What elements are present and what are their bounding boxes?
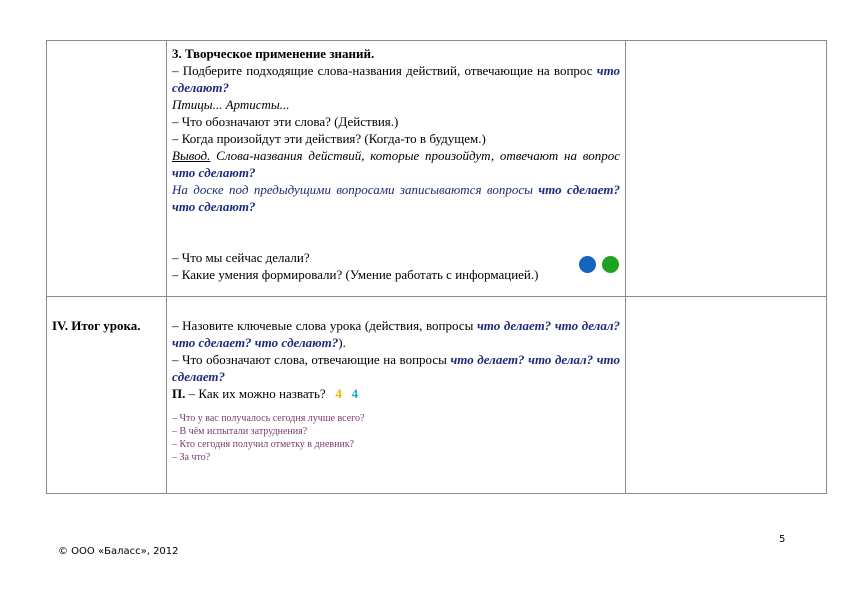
green-marker-icon bbox=[602, 256, 619, 273]
score-yellow: 4 bbox=[335, 386, 342, 401]
section3-cell bbox=[172, 45, 620, 283]
reflection-item: – Кто сегодня получил отметку в дневник? bbox=[172, 439, 355, 450]
section3-line5: – Что мы сейчас делали? bbox=[172, 250, 310, 265]
section4-cell bbox=[172, 317, 620, 464]
section3-line3: – Что обозначают эти слова? (Действия.) bbox=[172, 114, 399, 129]
section3-title: 3. Творческое применение знаний. bbox=[172, 46, 375, 61]
score-cyan: 4 bbox=[351, 386, 359, 401]
table-border-right bbox=[826, 40, 827, 494]
section3-conclusion: Вывод. Слова-названия действий, которые произойдут, отвечают на вопрос что сделают? bbox=[172, 148, 620, 180]
reflection-item: – В чём испытали затруднения? bbox=[172, 426, 308, 437]
page-number: 5 bbox=[779, 534, 786, 545]
section3-line1: – Подберите подходящие слова-названия действий, отвечающие на вопрос что сделают? bbox=[172, 63, 621, 95]
section4-paragraph1: – Назовите ключевые слова урока (действия, вопросы что делает? что делал? что сделает? что сделают?). bbox=[172, 318, 620, 350]
section3-line6: – Какие умения формировали? (Умение работать с информацией.) bbox=[172, 267, 539, 282]
question-what-will-they-do: что сделают? bbox=[172, 63, 621, 95]
table-border-bottom bbox=[46, 493, 827, 494]
table-divider-1 bbox=[166, 40, 167, 494]
section3-board-note: На доске под предыдущими вопросами записываются вопросы что сделает? что сделают? bbox=[172, 182, 621, 214]
lesson-table bbox=[46, 40, 827, 494]
reflection-item: – За что? bbox=[172, 452, 211, 463]
section4-paragraph3: П. – Как их можно назвать? 4 4 bbox=[172, 386, 359, 401]
table-border-top bbox=[46, 40, 827, 41]
section3-line4: – Когда произойдут эти действия? (Когда-то в будущем.) bbox=[172, 131, 486, 146]
section4-paragraph2: – Что обозначают слова, отвечающие на вопросы что делает? что делал? что сделает? bbox=[172, 352, 620, 384]
section4-label: IV. Итог урока. bbox=[52, 318, 141, 333]
table-border-left bbox=[46, 40, 47, 494]
table-row-divider bbox=[46, 296, 827, 297]
table-divider-2 bbox=[625, 40, 626, 494]
reflection-item: – Что у вас получалось сегодня лучше всего? bbox=[172, 413, 365, 424]
copyright-footer: © ООО «Баласс», 2012 bbox=[58, 546, 179, 557]
section3-line2: Птицы... Артисты... bbox=[172, 97, 290, 112]
blue-marker-icon bbox=[579, 256, 596, 273]
